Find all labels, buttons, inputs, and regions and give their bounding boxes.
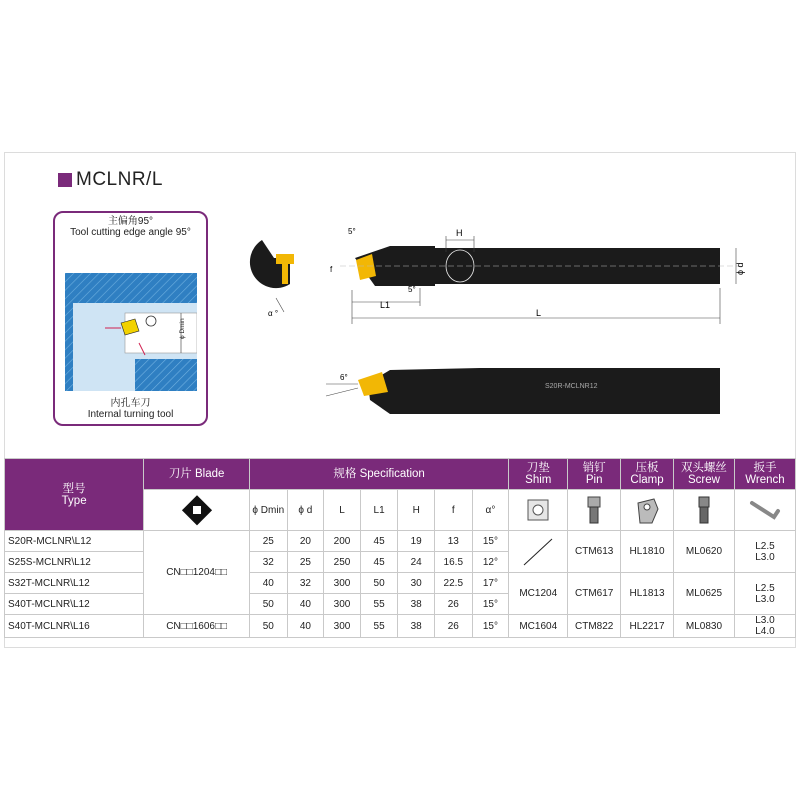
caption-cn: 主偏角95° <box>107 216 154 227</box>
col-clamp: 压板 Clamp <box>621 459 674 490</box>
screw-icon <box>673 490 734 531</box>
bore-section-illustration <box>65 273 197 391</box>
title-text: MCLNR/L <box>76 169 163 190</box>
caption-en: Tool cutting edge angle 95° <box>70 227 191 238</box>
l-label: L <box>536 308 542 318</box>
col-type <box>5 459 144 531</box>
sub-f: f <box>434 490 472 531</box>
angle-side-label: 6° <box>340 373 348 382</box>
table-row: S40T-MCLNR\L12 50 40 300 55 38 26 15° <box>5 594 796 615</box>
shim-none-cell <box>509 531 568 573</box>
col-spec: 规格 Specification <box>249 459 508 490</box>
specification-table <box>4 458 796 638</box>
footer-en: Internal turning tool <box>87 409 174 420</box>
table-row: S32T-MCLNR\L12 40 32 300 50 30 22.5 17° MC1204 CTM617 HL1813 ML0625 L2.5 L3.0 <box>5 573 796 594</box>
footer-cn: 内孔车刀 <box>110 398 151 409</box>
end-view <box>250 240 294 318</box>
d-label: ϕ d <box>735 262 745 275</box>
table-row: S40T-MCLNR\L16 CN□□1606□□ 50 40 300 55 38 26 15° MC1604 CTM822 HL2217 ML0830 L3.0 L4.0 <box>5 615 796 638</box>
angle-bottom-label: 5° <box>408 285 416 294</box>
sub-H: H <box>398 490 435 531</box>
angled-view <box>326 368 720 414</box>
pin-icon <box>568 490 621 531</box>
wrench-icon <box>734 490 795 531</box>
blade-cell: CN□□1204□□ <box>144 531 250 615</box>
side-view <box>330 227 745 324</box>
engraving-text: S20R-MCLNR12 <box>545 383 598 390</box>
sub-dmin: ϕ Dmin <box>249 490 287 531</box>
sub-L1: L1 <box>360 490 398 531</box>
diagram-caption <box>55 216 206 238</box>
col-screw: 双头螺丝 Screw <box>673 459 734 490</box>
blade-insert-icon <box>144 490 250 531</box>
shim-icon <box>509 490 568 531</box>
page-title <box>58 168 163 192</box>
cutting-angle-diagram <box>53 211 208 426</box>
col-type-en: Type <box>61 494 87 507</box>
diagram-footer <box>55 398 206 420</box>
col-shim: 刀垫 Shim <box>509 459 568 490</box>
table-row: S25S-MCLNR\L12 32 25 250 45 24 16.5 12° <box>5 552 796 573</box>
col-pin: 销钉 Pin <box>568 459 621 490</box>
col-wrench: 扳手 Wrench <box>734 459 795 490</box>
f-label: f <box>330 265 333 274</box>
clamp-icon <box>621 490 674 531</box>
table-header-row <box>5 459 796 490</box>
col-blade: 刀片 Blade <box>144 459 250 490</box>
sub-d: ϕ d <box>287 490 324 531</box>
alpha-label: α ° <box>268 309 279 318</box>
boring-bar-drawing <box>240 218 760 418</box>
table-row: S20R-MCLNR\L12 CN□□1204□□ 25 20 200 45 19 13 15° CTM613 HL1810 ML0620 L2.5 L3.0 <box>5 531 796 552</box>
dmin-label: ϕ Dmin <box>179 318 186 339</box>
h-label: H <box>456 228 463 238</box>
title-marker-icon <box>58 173 72 187</box>
col-type-cn: 型号 <box>62 482 86 495</box>
l1-label: L1 <box>380 300 391 310</box>
blade-cell: CN□□1606□□ <box>144 615 250 638</box>
sub-alpha: α° <box>472 490 509 531</box>
angle-top-label: 5° <box>348 227 356 236</box>
sub-L: L <box>324 490 361 531</box>
